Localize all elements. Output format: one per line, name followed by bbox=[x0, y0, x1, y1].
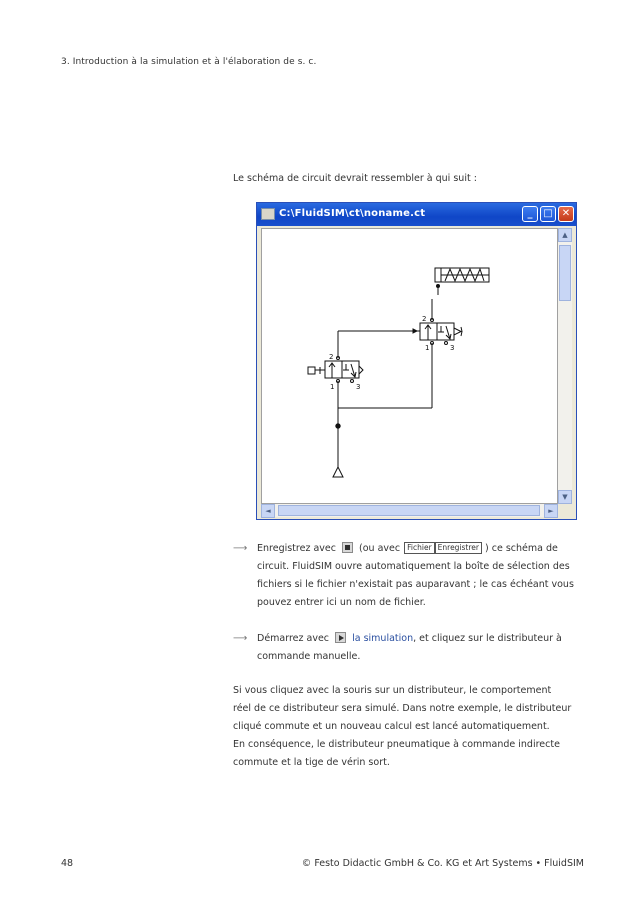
port-label: 2 bbox=[422, 315, 427, 323]
scroll-left-button[interactable]: ◄ bbox=[261, 504, 275, 518]
simulation-link[interactable]: la simulation bbox=[352, 633, 414, 644]
para-line-4: En conséquence, le distributeur pneumatique à commande indirecte bbox=[233, 739, 560, 750]
para-line-1: Si vous cliquez avec la souris sur un distributeur, le comportement bbox=[233, 685, 552, 696]
arrow-bullet: ⟶ bbox=[233, 633, 248, 644]
para-line-3: cliqué commute et un nouveau calcul est lancé automatiquement. bbox=[233, 721, 550, 732]
port-label: 1 bbox=[425, 344, 430, 352]
save-icon bbox=[342, 542, 353, 553]
vertical-scrollbar[interactable] bbox=[558, 228, 572, 504]
step-2-text: Démarrez avec bbox=[257, 633, 330, 644]
page-number: 48 bbox=[61, 858, 74, 869]
para-line-2: réel de ce distributeur sera simulé. Dans notre exemple, le distributeur bbox=[233, 703, 572, 714]
port-label: 1 bbox=[330, 383, 335, 391]
close-button[interactable]: ✕ bbox=[558, 206, 574, 222]
horizontal-scroll-thumb[interactable] bbox=[278, 505, 540, 516]
step-2-line-2: commande manuelle. bbox=[257, 651, 361, 662]
step-2-after: , et cliquez sur le distributeur à bbox=[413, 633, 562, 644]
port-label: 3 bbox=[450, 344, 455, 352]
para-line-5: commute et la tige de vérin sort. bbox=[233, 757, 390, 768]
maximize-button[interactable]: □ bbox=[540, 206, 556, 222]
step-1-or: (ou avec bbox=[359, 543, 401, 554]
cylinder-symbol bbox=[435, 268, 489, 288]
step-1-after: ) ce schéma de bbox=[485, 543, 558, 554]
step-2-line-1 bbox=[257, 630, 562, 648]
valve-top-symbol bbox=[413, 319, 462, 345]
step-1-line-3: fichiers si le fichier n'existait pas auparavant ; le cas échéant vous bbox=[257, 579, 574, 590]
port-label: 2 bbox=[329, 353, 334, 361]
fluidsim-window bbox=[256, 202, 577, 520]
vertical-scroll-thumb[interactable] bbox=[559, 245, 571, 301]
menu-enregistrer: Enregistrer bbox=[435, 542, 482, 554]
step-1-line-1 bbox=[257, 540, 558, 558]
step-1-line-4: pouvez entrer ici un nom de fichier. bbox=[257, 597, 426, 608]
scroll-right-button[interactable]: ► bbox=[544, 504, 558, 518]
port-label: 3 bbox=[356, 383, 361, 391]
play-icon bbox=[335, 632, 346, 643]
chapter-header: 3. Introduction à la simulation et à l'élaboration de s. c. bbox=[61, 57, 317, 67]
menu-fichier: Fichier bbox=[404, 542, 435, 554]
window-title: C:\FluidSIM\ct\noname.ct bbox=[279, 208, 426, 219]
circuit-canvas[interactable] bbox=[261, 228, 558, 504]
app-icon bbox=[261, 208, 275, 220]
valve-left-symbol bbox=[308, 357, 363, 383]
footer-copyright: © Festo Didactic GmbH & Co. KG et Art Systems • FluidSIM bbox=[301, 858, 584, 869]
horizontal-scrollbar[interactable] bbox=[261, 504, 558, 517]
arrow-bullet: ⟶ bbox=[233, 543, 248, 554]
window-titlebar[interactable] bbox=[257, 203, 576, 226]
scroll-up-button[interactable]: ▲ bbox=[558, 228, 572, 242]
intro-text: Le schéma de circuit devrait ressembler à qui suit : bbox=[233, 173, 477, 184]
minimize-button[interactable]: _ bbox=[522, 206, 538, 222]
step-1-line-2: circuit. FluidSIM ouvre automatiquement la boîte de sélection des bbox=[257, 561, 570, 572]
circuit-diagram bbox=[262, 229, 557, 503]
step-1-text: Enregistrez avec bbox=[257, 543, 336, 554]
scroll-down-button[interactable]: ▼ bbox=[558, 490, 572, 504]
